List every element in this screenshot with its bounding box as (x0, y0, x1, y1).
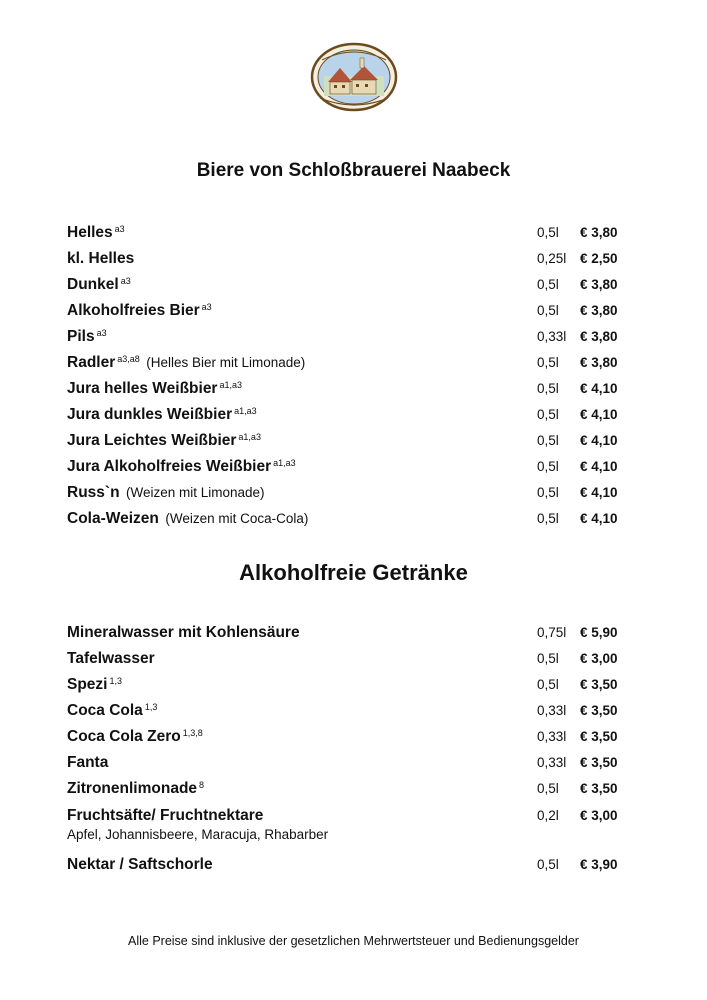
item-allergen-codes: a1,a3 (234, 406, 257, 416)
item-allergen-codes: a1,a3 (238, 432, 261, 442)
item-name: Dunkel (67, 276, 119, 293)
item-price: € 4,10 (580, 407, 618, 422)
item-size: 0,5l (537, 303, 559, 318)
item-price: € 3,80 (580, 355, 618, 370)
item-price: € 3,50 (580, 781, 618, 796)
item-name: Tafelwasser (67, 650, 155, 667)
item-size: 0,2l (537, 808, 559, 823)
item-name: kl. Helles (67, 250, 135, 267)
item-allergen-codes: a3 (120, 276, 131, 286)
menu-item (67, 380, 627, 404)
item-allergen-codes: 1,3,8 (182, 728, 203, 738)
item-name: Radler (67, 354, 116, 371)
item-subline: Apfel, Johannisbeere, Maracuja, Rhabarber (67, 827, 329, 842)
item-price: € 3,50 (580, 677, 618, 692)
item-price: € 4,10 (580, 381, 618, 396)
item-allergen-codes: a3 (201, 302, 212, 312)
item-name: Mineralwasser mit Kohlensäure (67, 624, 300, 641)
item-size: 0,5l (537, 677, 559, 692)
menu-item (67, 856, 627, 880)
item-allergen-codes: a1,a3 (219, 380, 242, 390)
menu-item (67, 728, 627, 752)
item-name-wrap (67, 856, 213, 873)
item-price: € 3,50 (580, 729, 618, 744)
item-name-wrap (67, 250, 134, 267)
item-size: 0,5l (537, 407, 559, 422)
item-price: € 3,50 (580, 703, 618, 718)
brewery-logo (310, 42, 398, 112)
item-allergen-codes: 8 (199, 780, 205, 790)
item-allergen-codes: a3 (114, 224, 125, 234)
menu-item (67, 780, 627, 804)
section-title-beer: Biere von Schloßbrauerei Naabeck (196, 160, 511, 181)
menu-item (67, 676, 627, 700)
item-name-wrap (67, 328, 107, 345)
menu-item (67, 484, 627, 508)
item-name-wrap (67, 302, 212, 319)
item-size: 0,33l (537, 703, 567, 718)
menu-item (67, 624, 627, 648)
menu-item (67, 510, 627, 534)
item-name: Coca Cola Zero (67, 728, 181, 745)
item-allergen-codes: a1,a3 (273, 458, 296, 468)
section-title-soft-drinks: Alkoholfreie Getränke (239, 560, 468, 585)
item-name-wrap (67, 354, 305, 371)
menu-item (67, 276, 627, 300)
menu-item (67, 302, 627, 326)
item-name: Helles (67, 224, 113, 241)
item-size: 0,5l (537, 433, 559, 448)
item-allergen-codes: a3,a8 (117, 354, 140, 364)
item-name-wrap (67, 432, 261, 449)
item-name-wrap (67, 276, 131, 293)
item-name: Jura helles Weißbier (67, 380, 218, 397)
item-name-wrap (67, 754, 108, 771)
item-size: 0,5l (537, 485, 559, 500)
item-size: 0,5l (537, 277, 559, 292)
item-price: € 3,50 (580, 755, 618, 770)
item-description: (Weizen mit Coca-Cola) (165, 511, 309, 526)
item-name-wrap (67, 224, 125, 241)
item-name: Zitronenlimonade (67, 780, 198, 797)
item-size: 0,5l (537, 355, 559, 370)
item-price: € 3,90 (580, 857, 618, 872)
item-size: 0,5l (537, 511, 559, 526)
item-price: € 4,10 (580, 511, 618, 526)
item-name: Coca Cola (67, 702, 143, 719)
menu-item (67, 702, 627, 726)
item-allergen-codes: a3 (96, 328, 107, 338)
item-size: 0,5l (537, 225, 559, 240)
menu-item (67, 224, 627, 248)
item-name-wrap (67, 380, 242, 397)
item-name-wrap (67, 624, 300, 641)
item-size: 0,5l (537, 381, 559, 396)
item-description: (Weizen mit Limonade) (126, 485, 265, 500)
menu-item (67, 458, 627, 482)
item-size: 0,33l (537, 329, 567, 344)
item-name-wrap (67, 510, 308, 527)
item-size: 0,5l (537, 651, 559, 666)
item-name-wrap (67, 406, 257, 423)
item-size: 0,5l (537, 459, 559, 474)
menu-item (67, 250, 627, 274)
item-price: € 4,10 (580, 433, 618, 448)
item-name: Spezi (67, 676, 108, 693)
item-name: Fanta (67, 754, 109, 771)
item-name: Pils (67, 328, 95, 345)
item-size: 0,33l (537, 729, 567, 744)
item-price: € 3,00 (580, 808, 618, 823)
item-price: € 3,80 (580, 225, 618, 240)
item-name: Jura dunkles Weißbier (67, 406, 233, 423)
item-price: € 3,80 (580, 303, 618, 318)
menu-item (67, 354, 627, 378)
item-name: Nektar / Saftschorle (67, 856, 213, 873)
item-name: Cola-Weizen (67, 510, 159, 527)
item-price: € 5,90 (580, 625, 618, 640)
item-name: Jura Leichtes Weißbier (67, 432, 237, 449)
item-name: Fruchtsäfte/ Fruchtnektare (67, 807, 264, 824)
item-name-wrap (67, 807, 263, 824)
item-name-wrap (67, 702, 157, 719)
item-name: Russ`n (67, 484, 120, 501)
menu-item (67, 432, 627, 456)
menu-item (67, 754, 627, 778)
footer-note: Alle Preise sind inklusive der gesetzlichen Mehrwertsteuer und Bedienungsgelder (128, 934, 579, 948)
item-name-wrap (67, 650, 155, 667)
item-name-wrap (67, 458, 296, 475)
item-name: Jura Alkoholfreies Weißbier (67, 458, 272, 475)
item-size: 0,5l (537, 857, 559, 872)
item-price: € 3,00 (580, 651, 618, 666)
item-price: € 3,80 (580, 329, 618, 344)
item-allergen-codes: 1,3 (144, 702, 158, 712)
item-size: 0,75l (537, 625, 567, 640)
item-name: Alkoholfreies Bier (67, 302, 200, 319)
item-price: € 2,50 (580, 251, 618, 266)
item-name-wrap (67, 780, 204, 797)
item-price: € 3,80 (580, 277, 618, 292)
item-name-wrap (67, 484, 265, 501)
item-name-wrap (67, 728, 203, 745)
menu-item (67, 807, 627, 842)
item-size: 0,25l (537, 251, 567, 266)
item-price: € 4,10 (580, 485, 618, 500)
item-price: € 4,10 (580, 459, 618, 474)
item-size: 0,5l (537, 781, 559, 796)
item-description: (Helles Bier mit Limonade) (146, 355, 306, 370)
item-allergen-codes: 1,3 (109, 676, 122, 686)
item-size: 0,33l (537, 755, 567, 770)
item-name-wrap (67, 676, 122, 693)
menu-item (67, 328, 627, 352)
menu-item (67, 650, 627, 674)
menu-item (67, 406, 627, 430)
